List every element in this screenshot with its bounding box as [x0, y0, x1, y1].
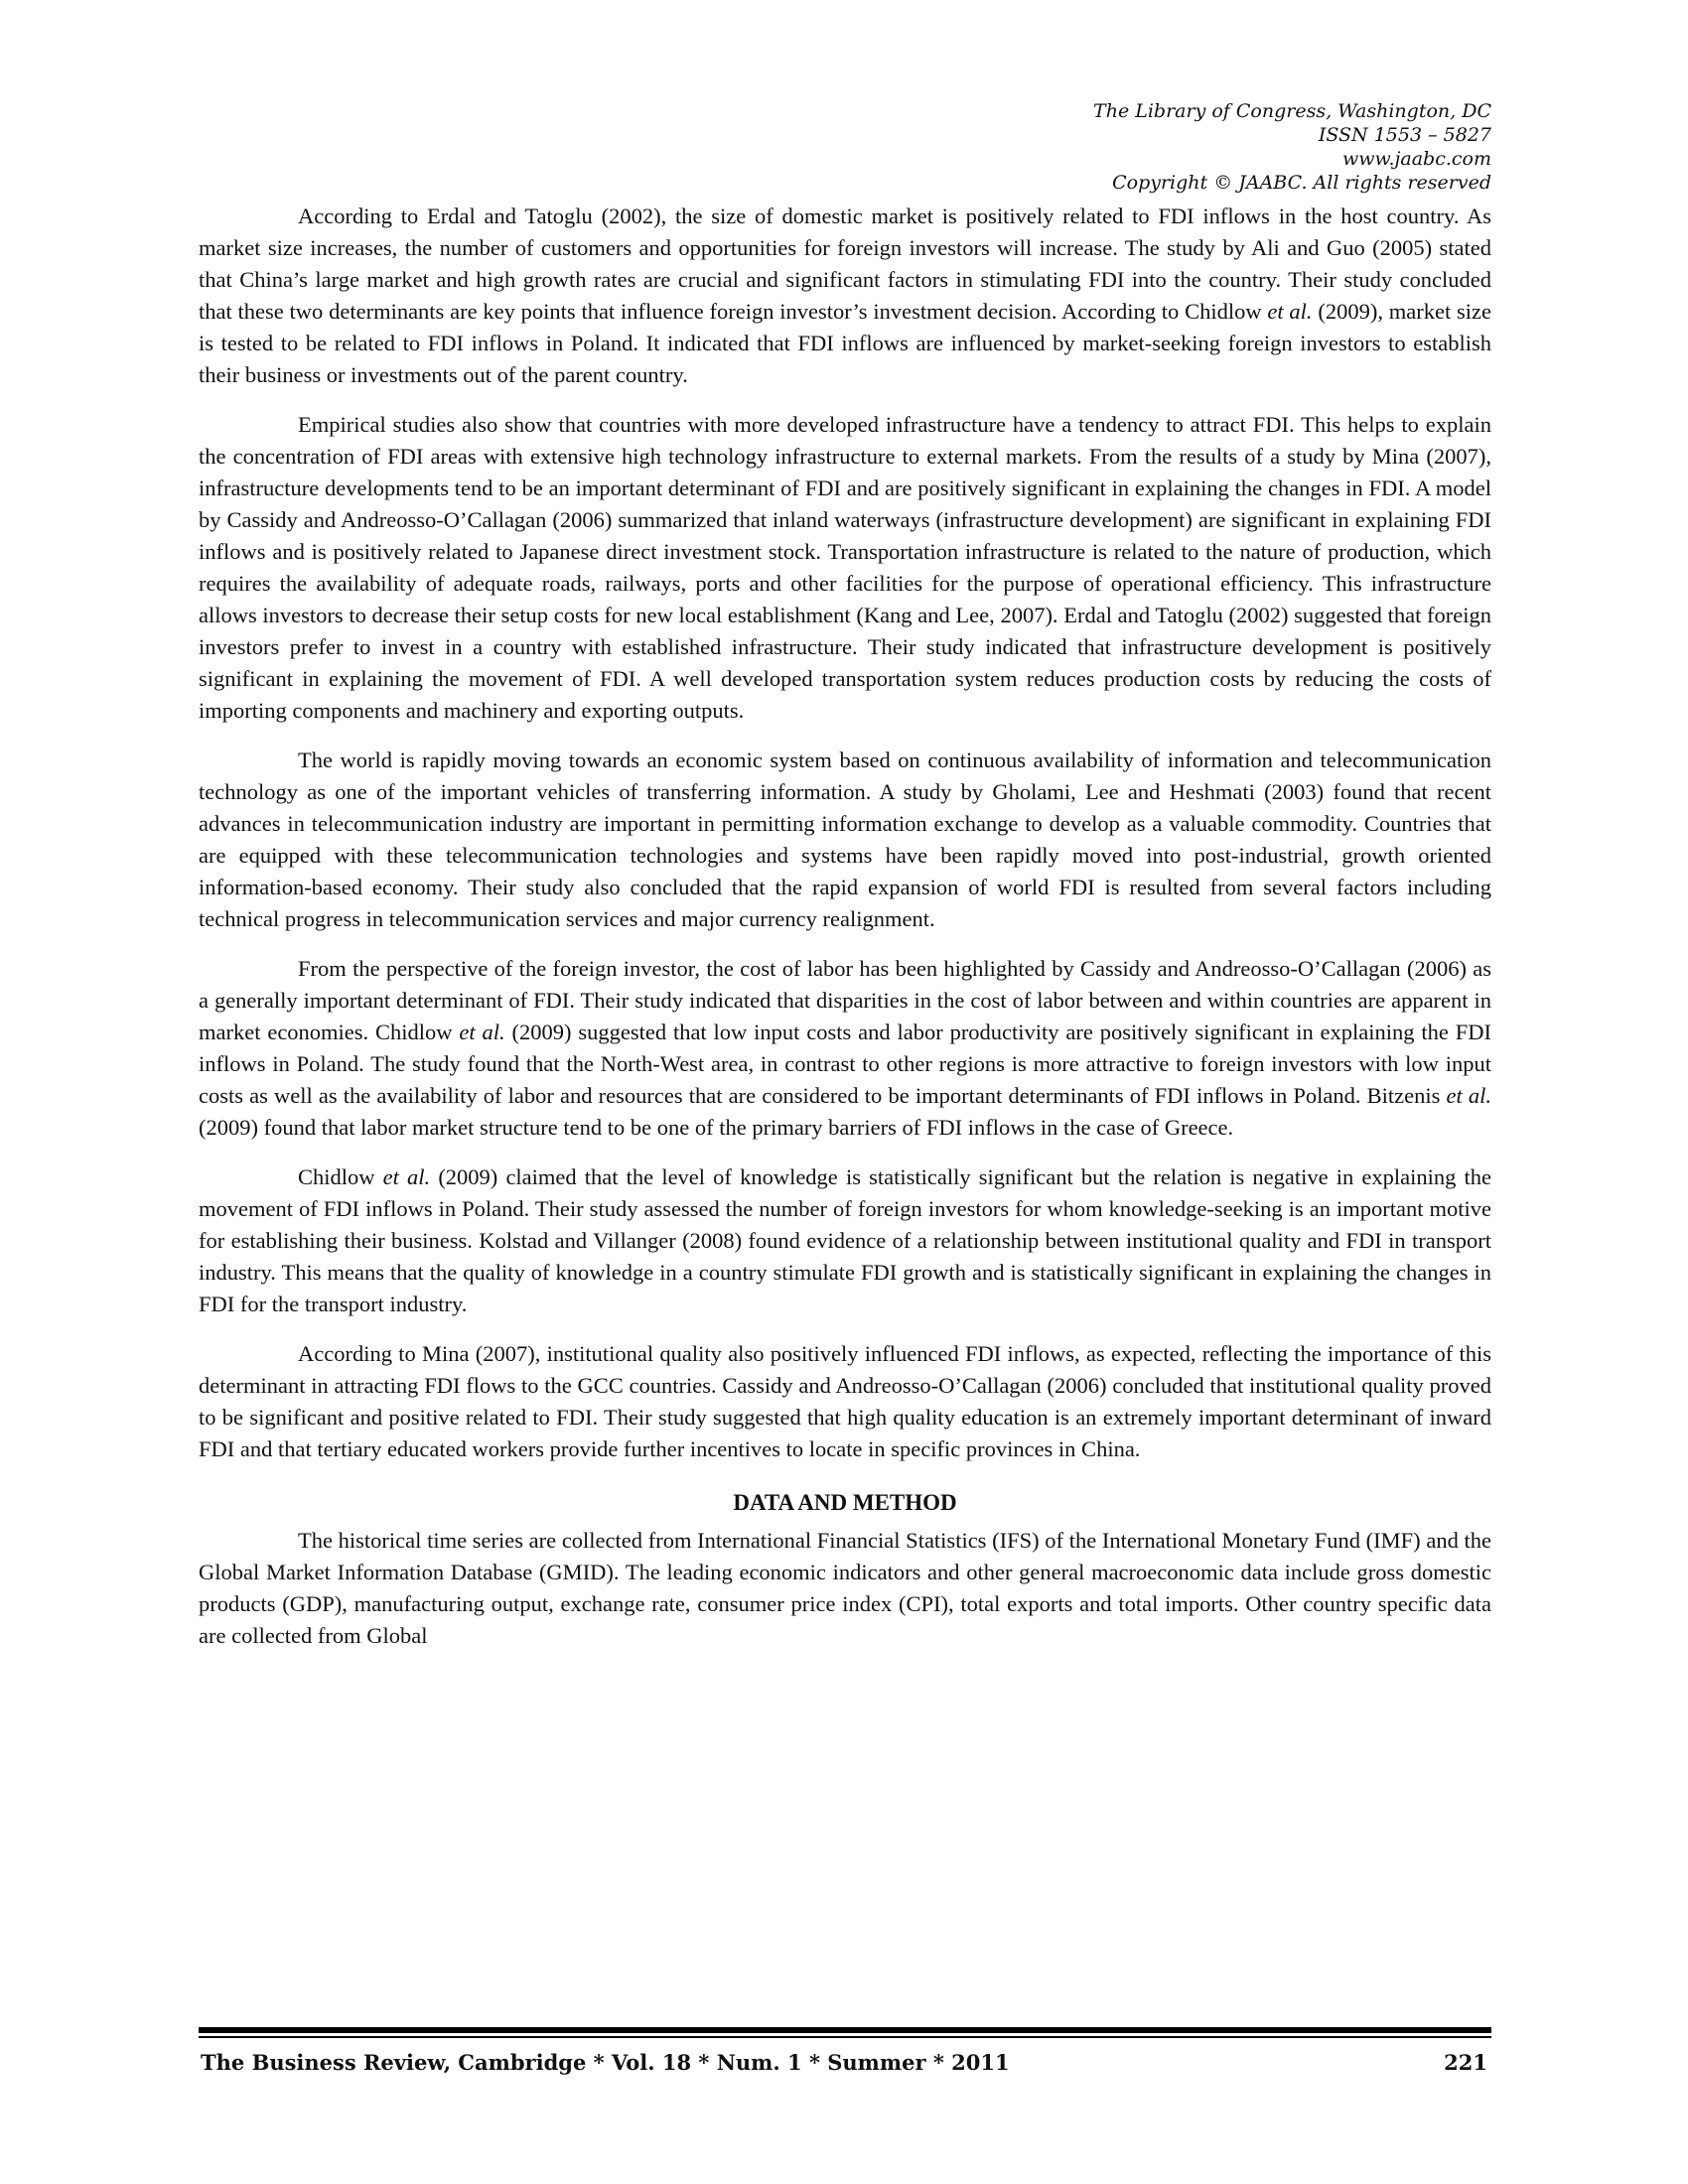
footer-journal-citation: The Business Review, Cambridge * Vol. 18 * Num. 1 * Summer * 2011 — [201, 2050, 1010, 2075]
footer-rule-thick — [199, 2027, 1491, 2033]
paragraph-infrastructure — [199, 409, 1491, 727]
journal-footer — [199, 2027, 1491, 2076]
paragraph-text: Empirical studies also show that countries with more developed infrastructure have a tendency to attract FDI. This helps to explain the concentration of FDI areas with extensive high technology infrastructure to external markets. From the results of a study by Mina (2007), infrastructure developments tend to be an important determinant of FDI and are positively significant in explaining the changes in FDI. A model by Cassidy and Andreosso-O’Callagan (2006) summarized that inland waterways (infrastructure development) are significant in explaining FDI inflows and is positively related to Japanese direct investment stock. Transportation infrastructure is related to the nature of production, which requires the availability of adequate roads, railways, ports and other facilities for the purpose of operational efficiency. This infrastructure allows investors to decrease their setup costs for new local establishment (Kang and Lee, 2007). Erdal and Tatoglu (2002) suggested that foreign investors prefer to invest in a country with established infrastructure. Their study indicated that infrastructure development is positively significant in explaining the movement of FDI. A well developed transportation system reduces production costs by reducing the costs of importing components and machinery and exporting outputs. — [199, 412, 1491, 723]
paragraph-telecommunication — [199, 745, 1491, 935]
paragraph-labor-cost — [199, 953, 1491, 1144]
paragraph-text-italic: et al. — [1267, 299, 1313, 324]
paragraph-text-italic: et al. — [459, 1020, 505, 1044]
paragraph-text: (2009) suggested that low input costs and labor productivity are positively significant in explaining the FDI inflows in Poland. The study found that the North-West area, in contrast to other regions is more attractive to foreign investors with low input costs as well as the availability of labor and resources that are considered to be important determinants of FDI inflows in Poland. Bitzenis — [199, 1020, 1491, 1108]
footer-rule-thin — [199, 2036, 1491, 2038]
paragraph-text: (2009) found that labor market structure tend to be one of the primary barriers of FDI inflows in the case of Greece. — [199, 1115, 1234, 1140]
header-copyright: Copyright © JAABC. All rights reserved — [1112, 172, 1491, 194]
paragraph-data-method — [199, 1525, 1491, 1652]
footer-row — [199, 2050, 1491, 2076]
journal-header — [199, 99, 1491, 195]
paragraph-text-italic: et al. — [382, 1164, 431, 1189]
paragraph-text: Chidlow — [298, 1164, 383, 1189]
paragraph-text: (2009) claimed that the level of knowledge is statistically significant but the relation is negative in explaining the movement of FDI inflows in Poland. Their study assessed the number of foreign investors for whom knowledge-seeking is an important motive for establishing their business. Kolstad and Villanger (2008) found evidence of a relationship between institutional quality and FDI in transport industry. This means that the quality of knowledge in a country stimulate FDI growth and is statistically significant in explaining the changes in FDI for the transport industry. — [199, 1164, 1491, 1316]
paragraph-market-size — [199, 201, 1491, 391]
body-text — [199, 201, 1491, 1652]
paragraph-text: The historical time series are collected from International Financial Statistics (IFS) of the International Monetary Fund (IMF) and the Global Market Information Database (GMID). The leading economic indicators and other general macroeconomic data include gross domestic products (GDP), manufacturing output, exchange rate, consumer price index (CPI), total exports and total imports. Other country specific data are collected from Global — [199, 1528, 1491, 1648]
paragraph-text: According to Erdal and Tatoglu (2002), the size of domestic market is positively related to FDI inflows in the host country. As market size increases, the number of customers and opportunities for foreign investors will increase. The study by Ali and Guo (2005) stated that China’s large market and high growth rates are crucial and significant factors in stimulating FDI into the country. Their study concluded that these two determinants are key points that influence foreign investor’s investment decision. According to Chidlow — [199, 204, 1491, 324]
paragraph-text: The world is rapidly moving towards an economic system based on continuous availability of information and telecommunication technology as one of the important vehicles of transferring information. A study by Gholami, Lee and Heshmati (2003) found that recent advances in telecommunication industry are important in permitting information exchange to develop as a valuable commodity. Countries that are equipped with these telecommunication technologies and systems have been rapidly moved into post-industrial, growth oriented information-based economy. Their study also concluded that the rapid expansion of world FDI is resulted from several factors including technical progress in telecommunication services and major currency realignment. — [199, 748, 1491, 931]
page-number: 221 — [1444, 2050, 1487, 2075]
paper-page — [199, 99, 1491, 1670]
header-issn: ISSN 1553 – 5827 — [1318, 124, 1491, 146]
paragraph-text: According to Mina (2007), institutional quality also positively influenced FDI inflows, as expected, reflecting the importance of this determinant in attracting FDI flows to the GCC countries. Cassidy and Andreosso-O’Callagan (2006) concluded that institutional quality proved to be significant and positive related to FDI. Their study suggested that high quality education is an extremely important determinant of inward FDI and that tertiary educated workers provide further incentives to locate in specific provinces in China. — [199, 1341, 1491, 1461]
paragraph-text-italic: et al. — [1446, 1083, 1491, 1108]
paragraph-knowledge — [199, 1161, 1491, 1320]
paragraph-text: From the perspective of the foreign investor, the cost of labor has been highlighted by Cassidy and Andreosso-O’Callagan (2006) as a generally important determinant of FDI. Their study indicated that disparities in the cost of labor between and within countries are apparent in market economies. Chidlow — [199, 956, 1491, 1044]
paragraph-institutional-quality — [199, 1338, 1491, 1465]
header-library: The Library of Congress, Washington, DC — [1093, 100, 1491, 122]
header-website: www.jaabc.com — [1341, 148, 1491, 170]
paragraph-text: (2009), market size is tested to be related to FDI inflows in Poland. It indicated that FDI inflows are influenced by market-seeking foreign investors to establish their business or investments out of the parent country. — [199, 299, 1491, 387]
section-heading: DATA AND METHOD — [733, 1490, 957, 1515]
